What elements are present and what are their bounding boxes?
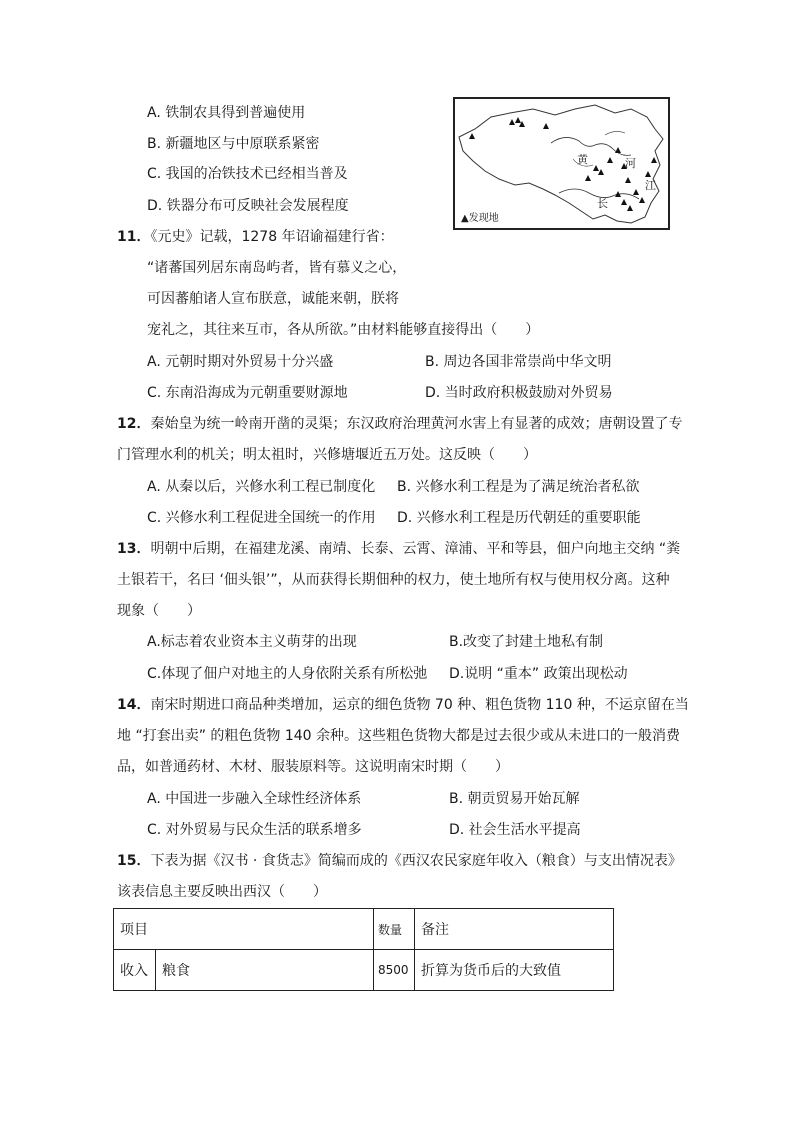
q12-text: 秦始皇为统一岭南开凿的灵渠；东汉政府治理黄河水害上有显著的成效；唐朝设置了专 xyxy=(150,416,683,432)
q12-stem-line-2: 门管理水利的机关；明太祖时，兴修塘堰近五万处。这反映（ ） xyxy=(117,447,537,463)
q11-quote-line-3: 宠礼之，其往来互市，各从所欲。”由材料能够直接得出（ ） xyxy=(147,322,540,338)
q12-option-a: A. 从秦以后，兴修水利工程已制度化 xyxy=(147,479,376,495)
map-label-jiang: 江 xyxy=(645,179,656,192)
q13-text: 明朝中后期，在福建龙溪、南靖、长泰、云霄、漳浦、平和等县，佃户向地主交纳 “粪 xyxy=(150,541,681,557)
row-label: 收入 xyxy=(114,950,156,991)
row-note: 折算为货币后的大致值 xyxy=(415,950,614,991)
q14-text: 南宋时期进口商品种类增加，运京的细色货物 70 种、粗色货物 110 种，不运京留在当 xyxy=(150,697,689,713)
income-expense-table xyxy=(113,908,614,991)
q12-stem-line-1 xyxy=(117,414,682,434)
map-label-chang: 长 xyxy=(597,197,608,210)
q11-stem-line-1 xyxy=(117,227,394,247)
q10-option-b: B. 新疆地区与中原联系紧密 xyxy=(147,136,320,152)
q12-number: 12． xyxy=(117,416,151,432)
map-label-huang: 黄 xyxy=(577,153,588,166)
q13-option-a: A.标志着农业资本主义萌芽的出现 xyxy=(147,634,357,650)
header-quantity: 数量 xyxy=(374,909,415,950)
header-item: 项目 xyxy=(114,909,374,950)
map-outline xyxy=(455,99,668,228)
q14-stem-line-2: 地 “打套出卖” 的粗色货物 140 余种。这些粗色货物大都是过去很少或从未进口的一般消费 xyxy=(117,728,681,744)
table-header-row xyxy=(114,909,614,950)
q14-option-b: B. 朝贡贸易开始瓦解 xyxy=(449,791,580,807)
q11-option-d: D. 当时政府积极鼓励对外贸易 xyxy=(425,385,613,401)
q11-quote-line-2: 可因蕃舶诸人宣布朕意，诚能来朝，朕将 xyxy=(147,291,399,307)
q15-number: 15． xyxy=(117,853,151,869)
q14-number: 14． xyxy=(117,697,151,713)
q10-option-c: C. 我国的冶铁技术已经相当普及 xyxy=(147,166,348,182)
q13-option-b: B.改变了封建土地私有制 xyxy=(449,634,604,650)
iron-discovery-map xyxy=(453,97,670,230)
row-item: 粮食 xyxy=(156,950,374,991)
q14-option-c: C. 对外贸易与民众生活的联系增多 xyxy=(147,822,362,838)
q11-text: 《元史》记载，1278 年诏谕福建行省： xyxy=(150,229,394,245)
q11-quote-line-1: “诸蕃国列居东南岛屿者，皆有慕义之心， xyxy=(147,260,407,276)
q12-option-d: D. 兴修水利工程是历代朝廷的重要职能 xyxy=(397,510,641,526)
q15-stem-line-2: 该表信息主要反映出西汉（ ） xyxy=(117,884,327,900)
q12-option-b: B. 兴修水利工程是为了满足统治者私欲 xyxy=(397,479,640,495)
q10-option-a: A. 铁制农具得到普遍使用 xyxy=(147,105,306,121)
q15-stem-line-1 xyxy=(117,851,682,871)
row-quantity: 8500 xyxy=(374,950,415,991)
q12-option-c: C. 兴修水利工程促进全国统一的作用 xyxy=(147,510,376,526)
q11-number: 11． xyxy=(117,229,151,245)
q14-option-a: A. 中国进一步融入全球性经济体系 xyxy=(147,791,362,807)
q14-stem-line-1 xyxy=(117,695,689,715)
q13-stem-line-2: 土银若干，名曰 ‘佃头银’”，从而获得长期佃种的权力，使土地所有权与使用权分离。这种 xyxy=(117,572,670,588)
q14-option-d: D. 社会生活水平提高 xyxy=(449,822,581,838)
map-label-he: 河 xyxy=(625,157,636,170)
q13-stem-line-3: 现象（ ） xyxy=(117,603,201,619)
q10-option-d: D. 铁器分布可反映社会发展程度 xyxy=(147,198,349,214)
q13-stem-line-1 xyxy=(117,539,680,559)
table-row xyxy=(114,950,614,991)
q11-option-c: C. 东南沿海成为元朝重要财源地 xyxy=(147,385,348,401)
q14-stem-line-3: 品，如普通药材、木材、服装原料等。这说明南宋时期（ ） xyxy=(117,759,509,775)
q11-option-b: B. 周边各国非常崇尚中华文明 xyxy=(425,354,612,370)
map-legend: ▲发现地 xyxy=(461,213,499,224)
q13-option-c: C.体现了佃户对地主的人身依附关系有所松弛 xyxy=(147,666,428,682)
q13-option-d: D.说明 “重本” 政策出现松动 xyxy=(449,666,628,682)
q13-number: 13． xyxy=(117,541,151,557)
header-note: 备注 xyxy=(415,909,614,950)
q15-text: 下表为据《汉书 · 食货志》简编而成的《西汉农民家庭年收入（粮食）与支出情况表》 xyxy=(150,853,682,869)
q11-option-a: A. 元朝时期对外贸易十分兴盛 xyxy=(147,354,334,370)
